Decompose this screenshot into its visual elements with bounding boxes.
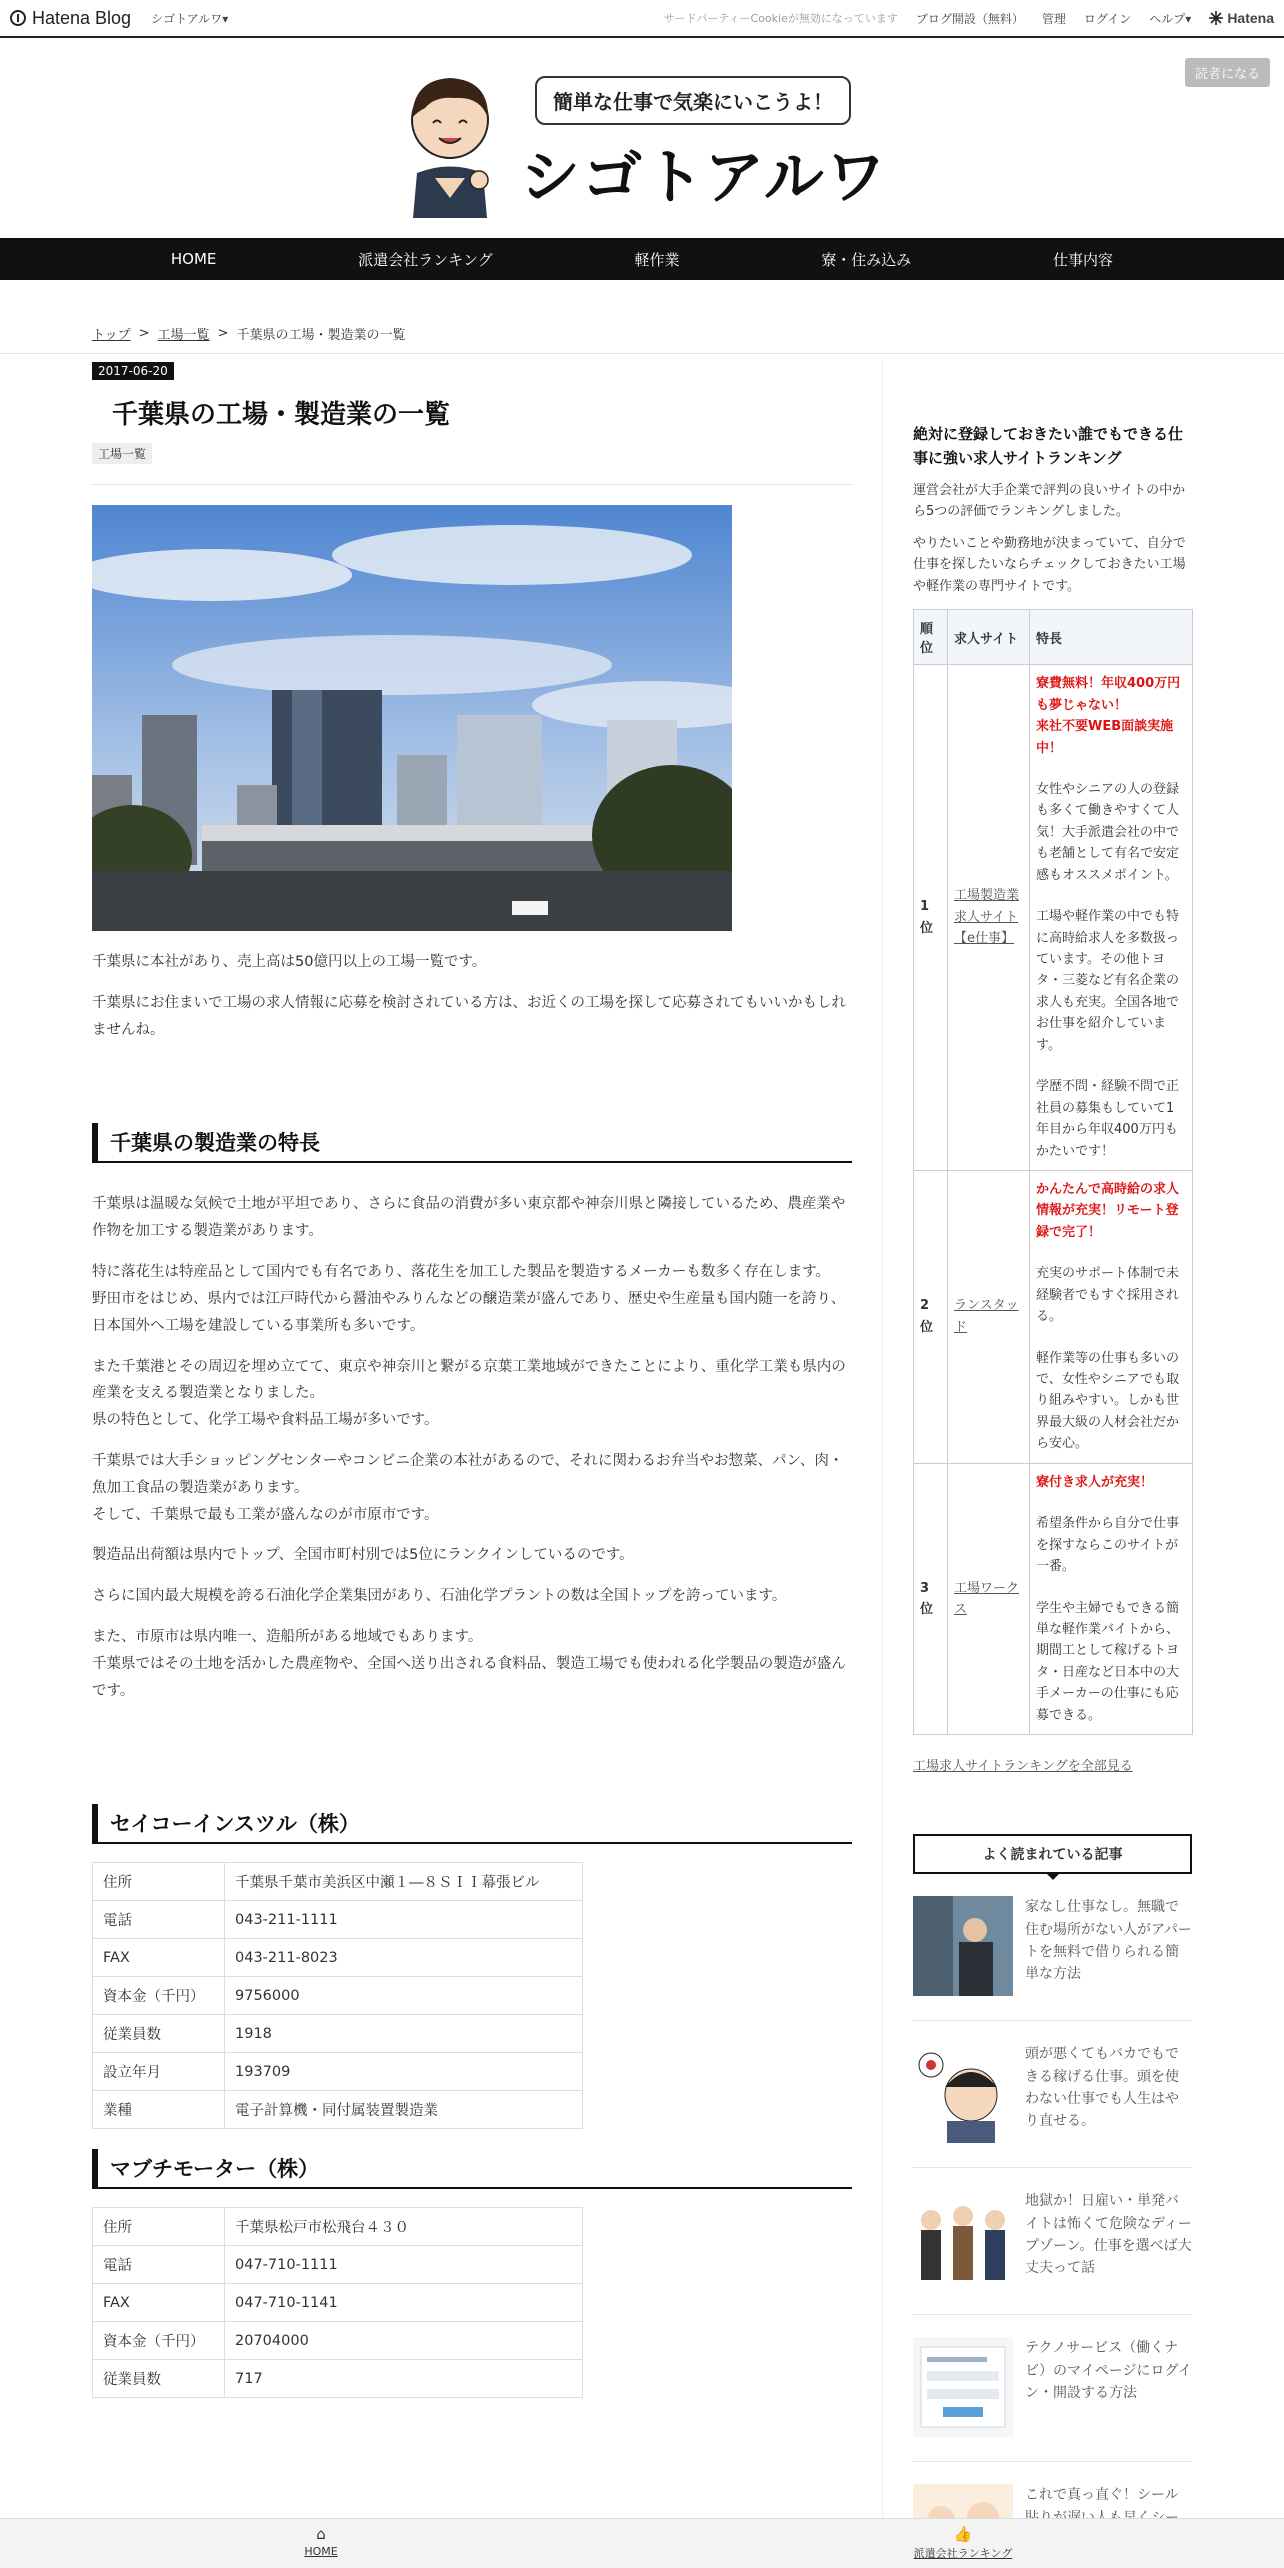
article-thumbnail xyxy=(913,2337,1013,2437)
rank-detail: 学生や主婦でもできる簡単な軽作業バイトから、期間工として稼げるトヨタ・日産など日本中の大手メーカーの仕事にも応募できる。 xyxy=(1036,1600,1180,1723)
intro-paragraph: 千葉県に本社があり、売上高は50億円以上の工場一覧です。 xyxy=(92,954,487,970)
rank-highlight: 寮費無料！年収400万円も夢じゃない！ 来社不要WEB面談実施中！ xyxy=(1036,676,1181,756)
rank-highlight: 寮付き求人が充実！ xyxy=(1036,1474,1154,1490)
rank-features xyxy=(1030,1170,1193,1463)
table-value: 043-211-8023 xyxy=(225,1939,583,1977)
section-heading: 千葉県の製造業の特長 xyxy=(92,1123,852,1163)
table-key: 従業員数 xyxy=(93,2360,225,2398)
rank-detail: 軽作業等の仕事も多いので、女性やシニアでも取り組みやすい。しかも世界最大級の人材会社だから安心。 xyxy=(1036,1350,1180,1452)
table-row xyxy=(93,2284,583,2322)
table-key: 業種 xyxy=(93,2091,225,2129)
table-value: 9756000 xyxy=(225,1977,583,2015)
table-value: 193709 xyxy=(225,2053,583,2091)
breadcrumb-current: 千葉県の工場・製造業の一覧 xyxy=(236,328,406,343)
global-nav xyxy=(0,238,1284,280)
table-value: 千葉県千葉市美浜区中瀬１―８ＳＩＩ幕張ビル xyxy=(225,1863,583,1901)
breadcrumb-top[interactable]: トップ xyxy=(92,328,131,343)
hatena-logo[interactable]: Hatena xyxy=(1209,10,1274,26)
popular-article[interactable] xyxy=(913,1896,1192,2021)
ranking-description: 運営会社が大手企業で評判の良いサイトの中から5つの評価でランキングしました。 xyxy=(913,483,1186,520)
table-row xyxy=(93,1939,583,1977)
article-thumbnail xyxy=(913,2190,1013,2290)
rank-detail: 工場や軽作業の中でも特に高時給求人を多数扱っています。その他トヨタ・三菱など有名企業の求人も充実。全国各地でお仕事を紹介しています。 xyxy=(1036,909,1180,1053)
sidebar xyxy=(882,360,1192,2520)
ranking-table xyxy=(913,609,1193,1735)
table-key: 住所 xyxy=(93,1863,225,1901)
rank-highlight: かんたんで高時給の求人情報が充実！リモート登録で完了！ xyxy=(1036,1181,1180,1240)
section-paragraph: また千葉港とその周辺を埋め立てて、東京や神奈川と繋がる京葉工業地域ができたことにより、重化学工業も県内の産業を支える製造業となりました。 県の特色として、化学工場や食料品工場が多いです。 xyxy=(92,1358,846,1429)
admin-link[interactable]: 管理 xyxy=(1041,11,1066,26)
popular-article-title[interactable]: 家なし仕事なし。無職で住む場所がない人がアパートを無料で借りられる簡単な方法 xyxy=(1025,1899,1192,1983)
popular-article-title[interactable]: 地獄か！日雇い・単発バイトは怖くて危険なディープゾーン。仕事を選べば大丈夫って話 xyxy=(1025,2193,1192,2277)
rank-detail: 希望条件から自分で仕事を探すならこのサイトが一番。 xyxy=(1036,1516,1180,1575)
intro-paragraph: 千葉県にお住まいで工場の求人情報に応募を検討されている方は、お近くの工場を探して応募されてもいいかもしれませんね。 xyxy=(92,994,846,1038)
entry-date[interactable]: 2017-06-20 xyxy=(92,362,174,380)
table-key: 電話 xyxy=(93,1901,225,1939)
rank-detail: 学歴不問・経験不問で正社員の募集もしていて1年目から年収400万円もかたいです！ xyxy=(1036,1079,1180,1159)
table-row xyxy=(93,2322,583,2360)
login-link[interactable]: ログイン xyxy=(1083,11,1132,26)
table-row xyxy=(93,2053,583,2091)
table-key: FAX xyxy=(93,2284,225,2322)
subscribe-button[interactable]: 読者になる xyxy=(1185,58,1270,87)
help-dropdown[interactable]: ヘルプ▾ xyxy=(1149,11,1192,26)
rank-site-link[interactable]: ランスタッド xyxy=(954,1298,1019,1335)
ranking-description: やりたいことや勤務地が決まっていて、自分で仕事を探したいならチェックしておきたい工場や軽作業の専門サイトです。 xyxy=(913,535,1186,594)
table-key: 資本金（千円） xyxy=(93,1977,225,2015)
company-info-table xyxy=(92,1862,583,2129)
table-value: 047-710-1111 xyxy=(225,2246,583,2284)
section-paragraph: 千葉県では大手ショッピングセンターやコンビニ企業の本社があるので、それに関わるお弁当やお惣菜、パン、肉・魚加工食品の製造業があります。 そして、千葉県で最も工業が盛んなのが市原市です。 xyxy=(92,1452,844,1523)
table-row xyxy=(93,2091,583,2129)
table-header: 順位 xyxy=(914,610,948,665)
article xyxy=(92,360,852,2398)
article-thumbnail xyxy=(913,2043,1013,2143)
table-value: 千葉県松戸市松飛台４３０ xyxy=(225,2208,583,2246)
table-key: 資本金（千円） xyxy=(93,2322,225,2360)
category-tag[interactable]: 工場一覧 xyxy=(92,443,152,464)
blog-header xyxy=(0,38,1284,238)
table-key: 従業員数 xyxy=(93,2015,225,2053)
breadcrumb xyxy=(0,314,1284,354)
table-row xyxy=(914,665,1193,1171)
hatena-blog-logo-icon xyxy=(10,10,26,26)
company-heading: セイコーインスツル（株） xyxy=(92,1804,852,1844)
company-heading: マブチモーター（株） xyxy=(92,2149,852,2189)
table-value: 20704000 xyxy=(225,2322,583,2360)
section-paragraph: また、市原市は県内唯一、造船所がある地域でもあります。 千葉県ではその土地を活かした農産物や、全国へ送り出される食料品、製造工場でも使われる化学製品の製造が盛んです。 xyxy=(92,1629,846,1699)
popular-article[interactable] xyxy=(913,2337,1192,2462)
breadcrumb-separator: > xyxy=(138,326,150,341)
breadcrumb-factory-list[interactable]: 工場一覧 xyxy=(157,328,210,343)
table-value: 717 xyxy=(225,2360,583,2398)
nav-agency-ranking[interactable]: 派遣会社ランキング xyxy=(358,250,493,269)
cookie-notice[interactable]: サードパーティーCookieが無効になっています xyxy=(663,12,898,25)
rank-position: 1位 xyxy=(914,665,948,1171)
bottom-tab-home[interactable]: ⌂ HOME xyxy=(0,2519,642,2568)
table-value: 電子計算機・同付属装置製造業 xyxy=(225,2091,583,2129)
table-row xyxy=(93,2360,583,2398)
blog-name-dropdown[interactable]: シゴトアルワ▾ xyxy=(151,11,229,26)
company-info-table xyxy=(92,2207,583,2398)
create-blog-link[interactable]: ブログ開設（無料） xyxy=(915,11,1024,26)
table-value: 1918 xyxy=(225,2015,583,2053)
table-key: 電話 xyxy=(93,2246,225,2284)
home-icon: ⌂ xyxy=(316,2525,326,2543)
section-paragraph: 特に落花生は特産品として国内でも有名であり、落花生を加工した製品を製造するメーカーも数多く存在します。 野田市をはじめ、県内では江戸時代から醤油やみりんなどの醸造業が盛んであり、歴史や生産量も国内随一を誇り、日本国外へ工場を建設している事業所も多いです。 xyxy=(92,1264,846,1334)
hatena-bar xyxy=(0,0,1284,38)
section-paragraph: 製造品出荷額は県内でトップ、全国市町村別では5位にランクインしているのです。 xyxy=(92,1547,634,1564)
table-value: 047-710-1141 xyxy=(225,2284,583,2322)
see-all-ranking-link[interactable]: 工場求人サイトランキングを全部見る xyxy=(913,1759,1133,1775)
bottom-tab-agency-ranking[interactable]: 👍 派遣会社ランキング xyxy=(642,2519,1284,2568)
popular-article[interactable] xyxy=(913,2190,1192,2315)
table-header-row xyxy=(914,610,1193,665)
nav-job-content[interactable]: 仕事内容 xyxy=(1053,250,1114,269)
ranking-title: 絶対に登録しておきたい誰でもできる仕事に強い求人サイトランキング xyxy=(913,425,1184,467)
nav-light-work[interactable]: 軽作業 xyxy=(634,250,680,269)
site-title: シゴトアルワ xyxy=(520,143,888,213)
nav-dormitory[interactable]: 寮・住み込み xyxy=(821,250,912,269)
table-row xyxy=(914,1170,1193,1463)
rank-detail: 充実のサポート体制で未経験者でもすぐ採用される。 xyxy=(1036,1266,1180,1325)
section-paragraph: さらに国内最大規模を誇る石油化学企業集団があり、石油化学プラントの数は全国トップを誇っています。 xyxy=(92,1588,787,1605)
table-row xyxy=(93,1901,583,1939)
popular-article-title[interactable]: これで真っ直ぐ！シール xyxy=(1025,2487,1179,2504)
table-row xyxy=(914,1463,1193,1734)
table-key: 住所 xyxy=(93,2208,225,2246)
table-row xyxy=(93,1863,583,1901)
rank-site-link[interactable]: 工場製造業求人サイト【e仕事】 xyxy=(954,888,1020,947)
table-key: FAX xyxy=(93,1939,225,1977)
popular-article-title[interactable]: 頭が悪くてもバカでもできる稼げる仕事。頭を使わない仕事でも人生はやり直せる。 xyxy=(1025,2046,1179,2130)
section-paragraph: 千葉県は温暖な気候で土地が平坦であり、さらに食品の消費が多い東京都や神奈川県と隣接しているため、農産業や作物を加工する製造業があります。 xyxy=(92,1196,846,1240)
speech-bubble: 簡単な仕事で気楽にいこうよ！ xyxy=(535,76,851,125)
site-logo[interactable] xyxy=(395,68,888,218)
popular-article[interactable] xyxy=(913,2043,1192,2168)
divider xyxy=(92,484,852,485)
rank-site-link[interactable]: 工場ワークス xyxy=(954,1580,1020,1617)
popular-article-title[interactable]: テクノサービス（働くナビ）のマイページにログイン・開設する方法 xyxy=(1025,2340,1192,2401)
popular-articles-heading: よく読まれている記事 xyxy=(913,1834,1192,1874)
table-row xyxy=(93,2246,583,2284)
mascot-icon xyxy=(395,68,505,218)
rank-features xyxy=(1030,1463,1193,1734)
table-header: 求人サイト xyxy=(948,610,1030,665)
article-thumbnail xyxy=(913,1896,1013,1996)
entry-title[interactable]: 千葉県の工場・製造業の一覧 xyxy=(112,400,451,430)
thumbs-up-icon: 👍 xyxy=(953,2525,973,2543)
table-row xyxy=(93,2015,583,2053)
rank-position: 3位 xyxy=(914,1463,948,1734)
rank-position: 2位 xyxy=(914,1170,948,1463)
table-key: 設立年月 xyxy=(93,2053,225,2091)
hatena-blog-logo[interactable]: Hatena Blog xyxy=(10,8,131,29)
city-skyline-image xyxy=(92,505,732,931)
table-row xyxy=(93,1977,583,2015)
bottom-tab-bar xyxy=(0,2518,1284,2568)
breadcrumb-separator: > xyxy=(217,326,229,341)
rank-detail: 女性やシニアの人の登録も多くて働きやすくて人気！大手派遣会社の中でも老舗として有名で安定感もオススメポイント。 xyxy=(1036,781,1180,883)
nav-home[interactable]: HOME xyxy=(170,250,217,268)
section-body xyxy=(92,1191,852,1704)
table-value: 043-211-1111 xyxy=(225,1901,583,1939)
rank-features xyxy=(1030,665,1193,1171)
table-row xyxy=(93,2208,583,2246)
table-header: 特長 xyxy=(1030,610,1193,665)
hatena-star-icon xyxy=(1209,11,1223,25)
